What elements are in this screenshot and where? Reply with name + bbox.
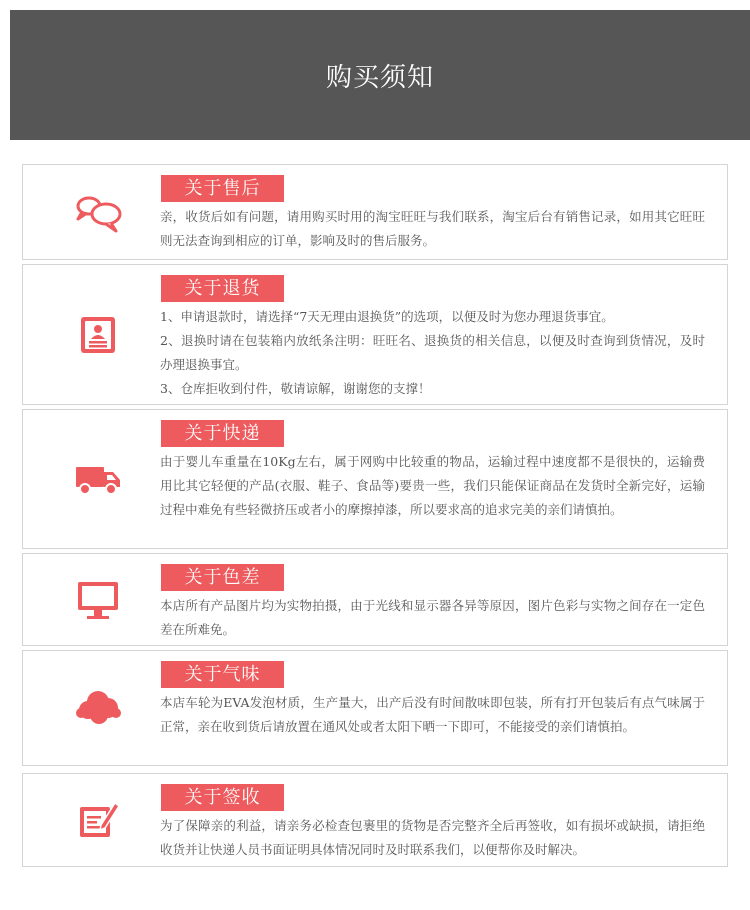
section-heading: 关于色差	[161, 564, 284, 591]
section-text: 由于婴儿车重量在10Kg左右，属于网购中比较重的物品，运输过程中速度都不是很快的，运输费用比其它轻便的产品(衣服、鞋子、食品等)要贵一些，我们只能保证商品在发货时全新完好，运输过程中难免有些轻微挤压或者小的摩擦掉漆，所以要求高的追求完美的亲们请慎拍。	[160, 454, 705, 517]
section-heading: 关于退货	[161, 275, 284, 302]
section-heading: 关于气味	[161, 661, 284, 688]
section-text: 2、退换时请在包装箱内放纸条注明：旺旺名、退换货的相关信息，以便及时查询到货情况，及时办理退换事宜。	[160, 333, 705, 372]
section-odor	[22, 650, 728, 766]
section-color-difference	[22, 553, 728, 646]
section-body	[160, 594, 705, 642]
monitor-icon	[73, 575, 123, 625]
section-text: 本店车轮为EVA发泡材质，生产量大，出产后没有时间散味即包装，所有打开包装后有点气味属于正常，亲在收到货后请放置在通风处或者太阳下晒一下即可，不能接受的亲们请慎拍。	[160, 695, 705, 734]
section-body	[160, 691, 705, 739]
delivery-truck-icon	[73, 454, 123, 504]
section-body	[160, 205, 705, 253]
section-text: 3、仓库拒收到付件，敬请谅解，谢谢您的支撑！	[160, 381, 431, 396]
section-heading: 关于签收	[161, 784, 284, 811]
section-text: 为了保障亲的利益，请亲务必检查包裹里的货物是否完整齐全后再签收，如有损坏或缺损，请拒绝收货并让快递人员书面证明具体情况同时及时联系我们，以便帮你及时解决。	[160, 818, 705, 857]
section-body	[160, 305, 705, 401]
chat-bubbles-icon	[73, 187, 123, 237]
section-text: 亲，收货后如有问题，请用购买时用的淘宝旺旺与我们联系，淘宝后台有销售记录，如用其它旺旺则无法查询到相应的订单，影响及时的售后服务。	[160, 209, 705, 248]
section-text: 本店所有产品图片均为实物拍摄，由于光线和显示器各异等原因，图片色彩与实物之间存在一定色差在所难免。	[160, 598, 705, 637]
header-banner	[10, 10, 750, 140]
section-heading: 关于快递	[161, 420, 284, 447]
page-title: 购买须知	[325, 62, 434, 93]
document-icon	[73, 310, 123, 360]
section-sign-for-delivery	[22, 773, 728, 867]
section-delivery	[22, 409, 728, 549]
section-body	[160, 814, 705, 862]
section-heading: 关于售后	[161, 175, 284, 202]
cloud-icon	[73, 683, 123, 733]
sign-document-icon	[73, 795, 123, 845]
section-body	[160, 450, 705, 522]
section-text: 1、申请退款时，请选择“7天无理由退换货”的选项，以便及时为您办理退货事宜。	[160, 309, 614, 324]
section-returns	[22, 264, 728, 405]
section-after-sales	[22, 164, 728, 260]
